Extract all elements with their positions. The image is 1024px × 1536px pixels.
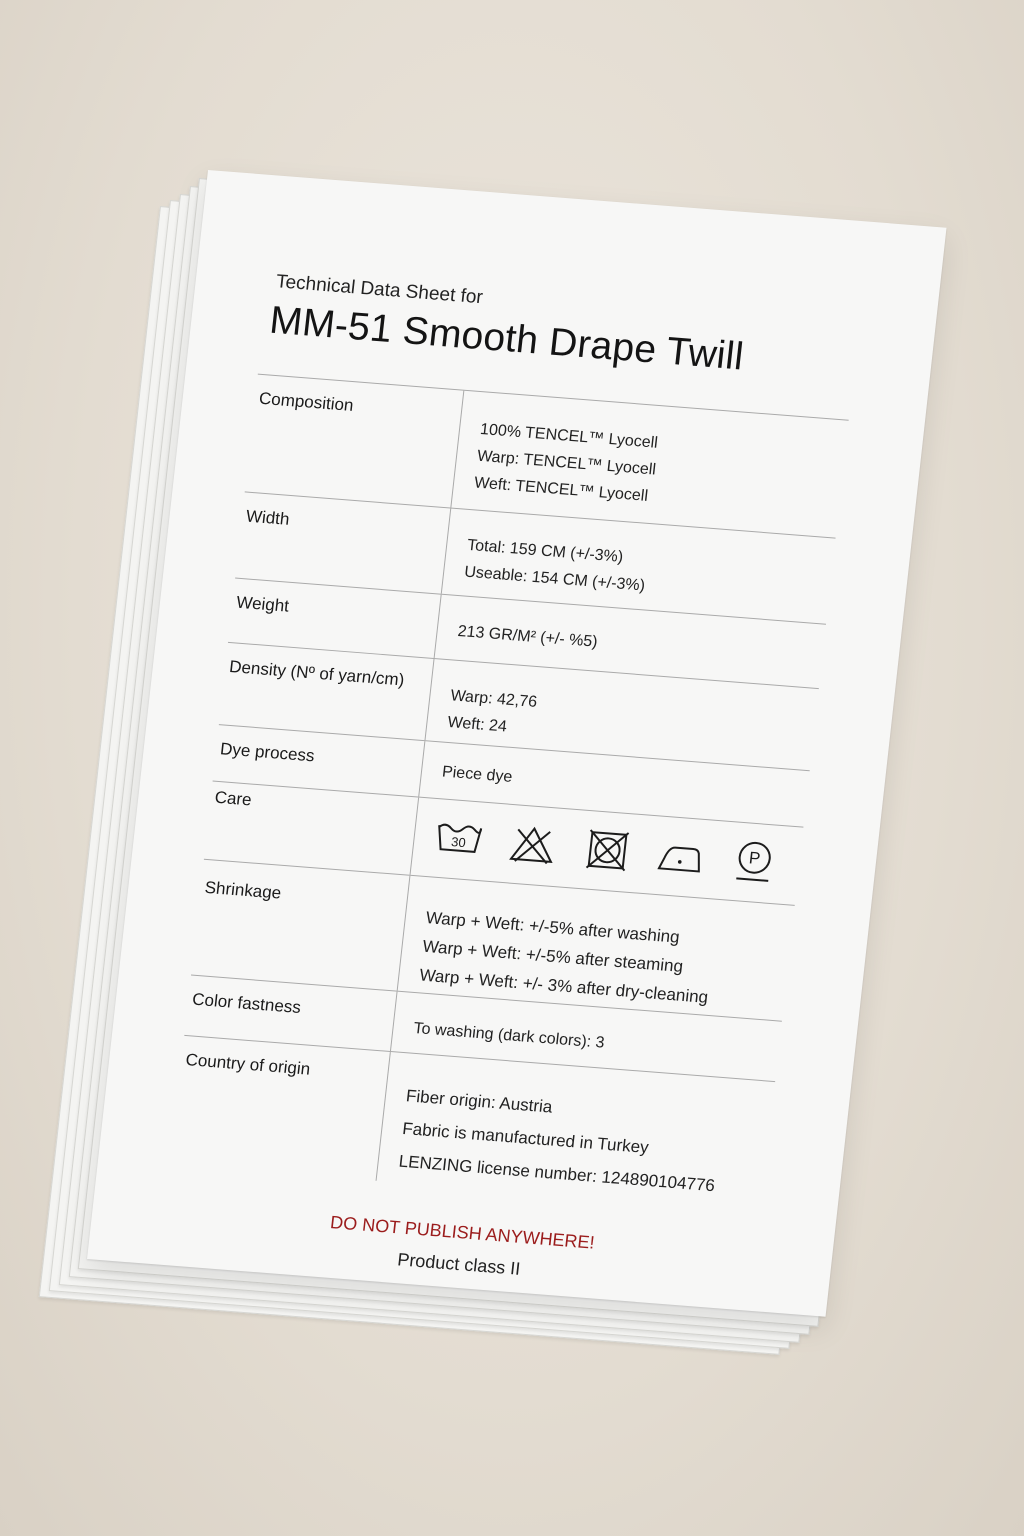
product-class-label: Product class II xyxy=(396,1249,522,1279)
spec-label: Density (Nº of yarn/cm) xyxy=(228,657,406,690)
spec-label: Country of origin xyxy=(184,1050,312,1079)
spec-value: 100% TENCEL™ Lyocell xyxy=(479,421,659,452)
document-subtitle: Technical Data Sheet for xyxy=(274,271,484,309)
spec-value: Fabric is manufactured in Turkey xyxy=(401,1118,650,1158)
spec-label: Composition xyxy=(258,388,355,415)
dry-clean-p-icon xyxy=(728,838,781,885)
spec-values xyxy=(376,1052,776,1211)
document-title: MM-51 Smooth Drape Twill xyxy=(267,298,746,379)
spec-label: Color fastness xyxy=(191,989,302,1017)
wash-30-icon xyxy=(432,815,485,862)
do-not-publish-warning: DO NOT PUBLISH ANYWHERE! xyxy=(329,1212,596,1253)
spec-label: Care xyxy=(213,787,253,810)
spec-value: 213 GR/M² (+/- %5) xyxy=(456,622,599,651)
spec-label: Shrinkage xyxy=(203,877,283,903)
spec-value: Useable: 154 CM (+/-3%) xyxy=(463,563,646,595)
spec-value: Warp: TENCEL™ Lyocell xyxy=(476,447,657,479)
spec-value: Fiber origin: Austria xyxy=(405,1086,554,1117)
do-not-tumble-dry-icon xyxy=(580,827,633,874)
spec-value: Warp: 42,76 xyxy=(449,687,538,711)
spec-table xyxy=(170,374,849,1211)
spec-value: Weft: 24 xyxy=(446,714,508,736)
spec-value: To washing (dark colors): 3 xyxy=(412,1019,606,1052)
data-sheet xyxy=(87,170,947,1317)
spec-value: Piece dye xyxy=(441,763,514,786)
spec-label: Width xyxy=(245,506,291,529)
spec-label: Dye process xyxy=(219,739,316,766)
spec-value: Total: 159 CM (+/-3%) xyxy=(466,536,624,566)
wash-temp-label: 30 xyxy=(450,834,467,851)
spec-value: Warp + Weft: +/-5% after washing xyxy=(424,908,681,947)
spec-value: LENZING license number: 124890104776 xyxy=(397,1151,716,1196)
care-icons xyxy=(432,811,802,887)
iron-low-icon xyxy=(654,832,707,879)
dry-clean-letter: P xyxy=(747,848,762,869)
spec-value: Warp + Weft: +/- 3% after dry-cleaning xyxy=(418,965,710,1007)
spec-label: Weight xyxy=(235,592,291,616)
do-not-bleach-icon xyxy=(506,821,559,868)
spec-value: Warp + Weft: +/-5% after steaming xyxy=(421,936,685,976)
spec-value: Weft: TENCEL™ Lyocell xyxy=(473,474,649,505)
